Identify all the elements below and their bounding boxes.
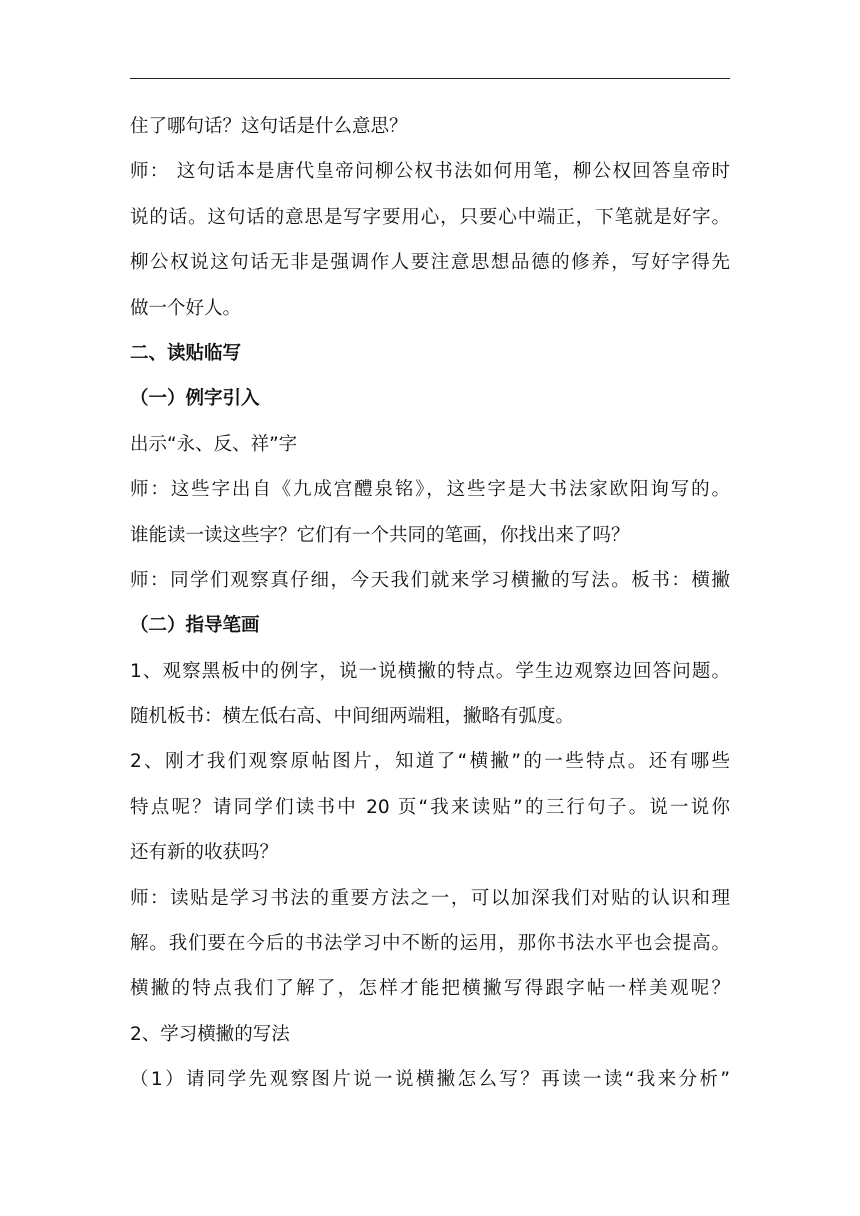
text-line: 师：读贴是学习书法的重要方法之一，可以加深我们对贴的认识和理	[130, 887, 730, 909]
text-line: 1、观察黑板中的例字，说一说横撇的特点。学生边观察边回答问题。	[130, 660, 730, 682]
section-heading: 二、读贴临写	[130, 342, 242, 364]
text-line: 随机板书：横左低右高、中间细两端粗，撇略有弧度。	[130, 706, 575, 728]
text-line: 特点呢？请同学们读书中 20 页“我来读贴”的三行句子。说一说你	[130, 796, 730, 818]
text-line: 师：同学们观察真仔细，今天我们就来学习横撇的写法。板书：横撇	[130, 569, 730, 591]
text-line: 解。我们要在今后的书法学习中不断的运用，那你书法水平也会提高。	[130, 933, 730, 955]
text-line: 师： 这句话本是唐代皇帝问柳公权书法如何用笔，柳公权回答皇帝时	[130, 161, 730, 183]
text-line: 做一个好人。	[130, 297, 242, 319]
text-line: 说的话。这句话的意思是写字要用心，只要心中端正，下笔就是好字。	[130, 206, 730, 228]
text-line: 谁能读一读这些字？它们有一个共同的笔画，你找出来了吗？	[130, 524, 630, 546]
subsection-heading: （二）指导笔画	[130, 615, 260, 637]
text-line: 横撇的特点我们了解了，怎样才能把横撇写得跟字帖一样美观呢？	[130, 978, 730, 1000]
document-body	[130, 104, 730, 1103]
text-line: 师：这些字出自《九成宫醴泉铭》，这些字是大书法家欧阳询写的。	[130, 479, 730, 501]
text-line: 2、学习横撇的写法	[130, 1023, 290, 1045]
text-line: 柳公权说这句话无非是强调作人要注意思想品德的修养，写好字得先	[130, 252, 730, 274]
text-line: （1）请同学先观察图片说一说横撇怎么写？再读一读“我来分析”	[130, 1069, 730, 1091]
header-rule	[130, 78, 730, 79]
text-line: 住了哪句话？这句话是什么意思？	[130, 116, 408, 137]
text-line: 出示“永、反、祥”字	[130, 433, 298, 455]
text-line: 2、刚才我们观察原帖图片，知道了“横撇”的一些特点。还有哪些	[130, 751, 730, 773]
text-line: 还有新的收获吗？	[130, 842, 279, 864]
subsection-heading: （一）例字引入	[130, 388, 260, 410]
